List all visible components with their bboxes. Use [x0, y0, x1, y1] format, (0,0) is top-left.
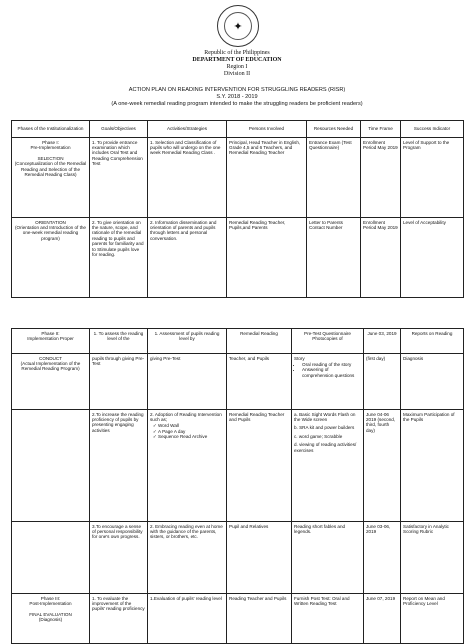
time-cell: June 03, 2019: [364, 329, 401, 354]
time-cell: June 07, 2019: [364, 594, 401, 644]
time-cell: June 04-06 2019 (second, third, fourth day): [364, 410, 401, 522]
phase-cell: Phase III: Post-Implementation FINAL EVALUATION (Diagnosis): [12, 594, 90, 644]
activity-intro: 2. Adoption of Reading Intervention such as;: [150, 411, 222, 422]
table-row: [12, 138, 464, 218]
goal-cell: 2. To give orientation on the nature, scope, and rationale of the remedial reading to pupils and parents for familiarity and to Stimulate pupils love for reading.: [90, 218, 148, 298]
indicator-cell: Reports on Reading: [401, 329, 464, 354]
phase-cell: Phase II: Implementation Proper: [12, 329, 90, 354]
goal-cell: 2.To increase the reading proficiency of pupils by presenting engaging activities: [90, 410, 148, 522]
persons-cell: Teacher, and Pupils: [227, 354, 292, 410]
indicator-cell: Maximum Participation of the Pupils: [401, 410, 464, 522]
header-republic: Republic of the Philippines: [204, 50, 270, 56]
resources-cell: Furnish Post Test: Oral and Written Reading Test: [292, 594, 364, 644]
activity-cell: 2. Information dissemination and orientation of parents and pupils through letters and personal conversation.: [148, 218, 227, 298]
goal-cell: 1. To provide entrance examination which includes Oral Test and Reading Comprehension Test: [90, 138, 148, 218]
column-header: Resources Needed: [307, 121, 361, 138]
phase-cell: Phase I: Pre-Implementation SELECTION (Conceptualization of the Remedial Reading and Selection of the Remedial Reading Class): [12, 138, 90, 218]
list-item: c. word game; Scrabble: [294, 433, 343, 439]
persons-cell: Reading Teacher and Pupils: [227, 594, 292, 644]
seal-emblem-icon: ✦: [224, 12, 252, 40]
header-division: Division II: [223, 71, 251, 77]
list-item: b. SRA kit and power builders: [294, 425, 355, 431]
phase-cell: ORIENTATION (Orientation and Introduction of the one-week remedial reading program): [12, 218, 90, 298]
persons-cell: Principal, Head Teacher in English, Grade 4,5 and 6 Teachers, and Remedial Reading Teacher: [227, 138, 307, 218]
resources-intro: Story: [294, 355, 305, 361]
column-header: Activities/Strategies: [148, 121, 227, 138]
list-item: a. Basic Sight Words Flash on the Wide screen: [294, 411, 356, 422]
indicator-cell: Diagnosis: [401, 354, 464, 410]
action-plan-table-2: [11, 328, 464, 644]
deped-seal: [217, 5, 259, 47]
activity-cell: [148, 410, 227, 522]
indicator-cell: Report on Mean and Proficiency Level: [401, 594, 464, 644]
resources-cell: Entrance Exam (Test Questionnaire): [307, 138, 361, 218]
persons-cell: Remedial Reading Teacher, Pupils,and Parents: [227, 218, 307, 298]
list-item: • Oral reading of the story: [302, 362, 361, 367]
table-row: [12, 522, 464, 594]
column-header: Success Indicator: [401, 121, 464, 138]
indicator-cell: Satisfactory in Analytic Scoring Rubric: [401, 522, 464, 594]
goal-cell: 1. To assess the reading level of the: [90, 329, 148, 354]
indicator-cell: Level of Acceptability: [401, 218, 464, 298]
activity-cell: giving Pre-Test: [148, 354, 227, 410]
goal-cell: pupils through giving Pre-Test: [90, 354, 148, 410]
activity-cell: 2. Embracing reading even at home with the guidance of the parents, sisters, or brothers, etc.: [148, 522, 227, 594]
phase-cell: CONDUCT (Actual Implementation of the Remedial Reading Program): [12, 354, 90, 410]
list-item: ✓ A Page A day: [158, 429, 224, 434]
column-header: Goals/Objectives: [90, 121, 148, 138]
table-row: [12, 594, 464, 644]
table-header-row: [12, 121, 464, 138]
column-header: Phases of the Institutionalization: [12, 121, 90, 138]
goal-cell: 3.To encourage a sense of personal responsibility for one's own progress.: [90, 522, 148, 594]
column-header: Time Frame: [361, 121, 401, 138]
activity-cell: 1. Selection and Classification of pupils who will undergo on the one week Remedial Reading Class .: [148, 138, 227, 218]
table-row: [12, 218, 464, 298]
document-title: ACTION PLAN ON READING INTERVENTION FOR STRUGGLING READERS (RISR): [128, 87, 346, 93]
indicator-cell: Level of Support to the Program: [401, 138, 464, 218]
persons-cell: Remedial Reading Teacher and Pupils: [227, 410, 292, 522]
header-region: Region I: [226, 64, 248, 70]
time-cell: June 03-06, 2019: [364, 522, 401, 594]
list-item: • Answering of comprehension questions: [302, 367, 361, 378]
resources-cell: Reading short fables and legends.: [292, 522, 364, 594]
resources-cell: Letter to Parents Contact Number: [307, 218, 361, 298]
activity-cell: 1. Assessment of pupils reading level by: [148, 329, 227, 354]
resources-cell: Pre-Test Questionnaire Photocopies of: [292, 329, 364, 354]
table-row: [12, 354, 464, 410]
time-cell: (first day): [364, 354, 401, 410]
document-subtitle: (A one-week remedial reading program intended to make the struggling readers be proficient readers): [111, 101, 363, 107]
goal-cell: 1. To evaluate the improvement of the pupils' reading proficiency: [90, 594, 148, 644]
time-cell: Enrollment Period May 2019: [361, 138, 401, 218]
persons-cell: Remedial Reading: [227, 329, 292, 354]
activity-cell: 1.Evaluation of pupils' reading level: [148, 594, 227, 644]
header-department: DEPARTMENT OF EDUCATION: [192, 57, 282, 63]
phase-cell: [12, 522, 90, 594]
table-row: [12, 410, 464, 522]
column-header: Persons Involved: [227, 121, 307, 138]
list-item: ✓ Word Wall: [158, 423, 224, 428]
list-item: d. viewing of reading activities/ exercises: [294, 442, 357, 453]
resources-cell: [292, 410, 364, 522]
school-year: S.Y. 2018 - 2019: [216, 94, 258, 100]
phase-cell: [12, 410, 90, 522]
list-item: ✓ Sequence Read Archive: [158, 434, 224, 439]
table-row: [12, 329, 464, 354]
persons-cell: Pupil and Relatives: [227, 522, 292, 594]
resources-cell: [292, 354, 364, 410]
action-plan-table-1: [11, 120, 464, 298]
time-cell: Enrollment Period May 2019: [361, 218, 401, 298]
